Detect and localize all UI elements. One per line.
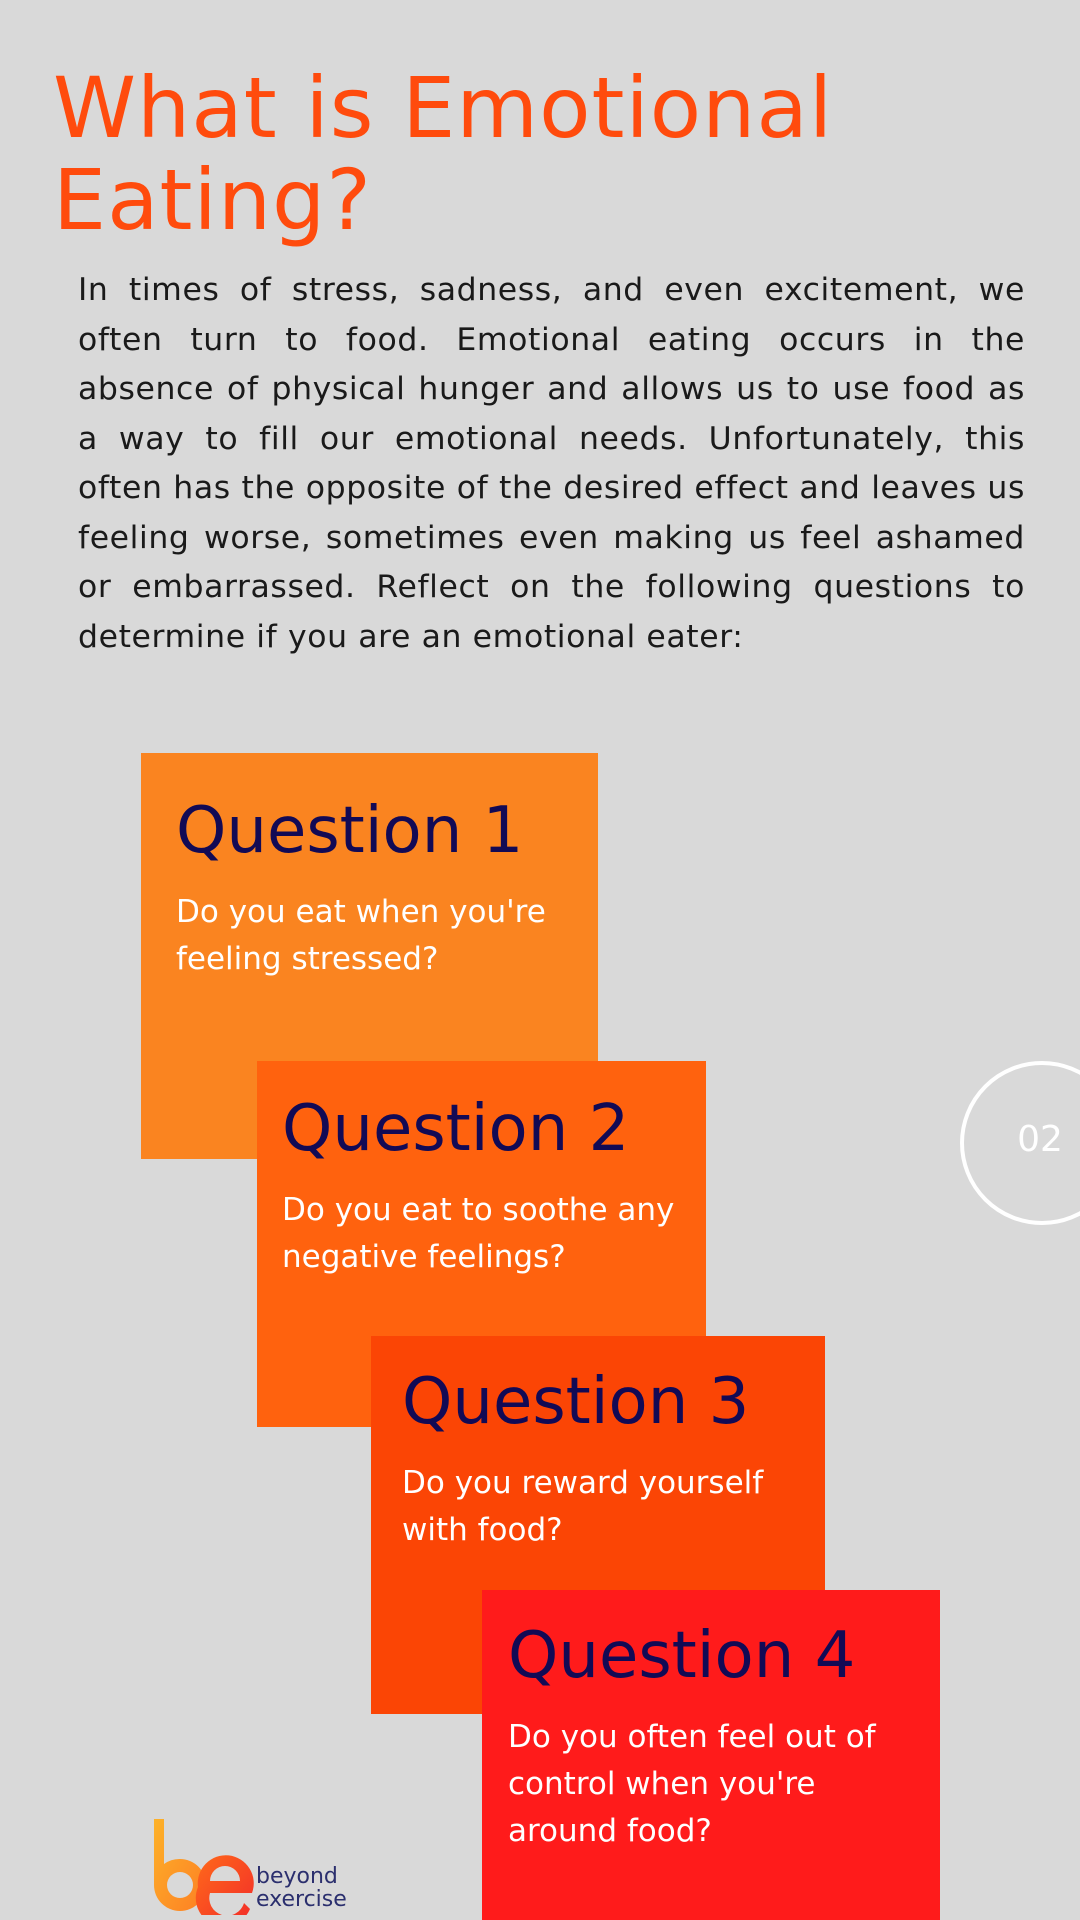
brand-logo xyxy=(140,1815,360,1915)
logo-text-exercise: exercise xyxy=(256,1887,347,1912)
question-text: Do you reward yourself with food? xyxy=(402,1465,764,1548)
question-text: Do you eat to soothe any negative feelings? xyxy=(282,1192,675,1275)
question-card-4 xyxy=(482,1590,940,1920)
intro-paragraph: In times of stress, sadness, and even excitement, we often turn to food. Emotional eating occurs in the absence of physical hunger and allows us to use food as a way to fill our emotional needs. Unfortunately, this often has the opposite of the desired effect and leaves us feeling worse, sometimes even making us feel ashamed or embarrassed. Reflect on the following questions to determine if you are an emotional eater: xyxy=(78,272,1025,655)
page-number: 02 xyxy=(1017,1119,1063,1160)
page-title: What is Emotional Eating? xyxy=(53,59,834,249)
question-heading: Question 4 xyxy=(508,1619,856,1693)
question-heading: Question 3 xyxy=(402,1365,750,1439)
question-text: Do you often feel out of control when you're around food? xyxy=(508,1719,876,1849)
question-heading: Question 2 xyxy=(282,1092,630,1166)
question-text: Do you eat when you're feeling stressed? xyxy=(176,894,546,977)
logo-text-beyond: beyond xyxy=(256,1864,338,1889)
be-logo-icon xyxy=(140,1815,256,1915)
question-heading: Question 1 xyxy=(176,794,524,868)
